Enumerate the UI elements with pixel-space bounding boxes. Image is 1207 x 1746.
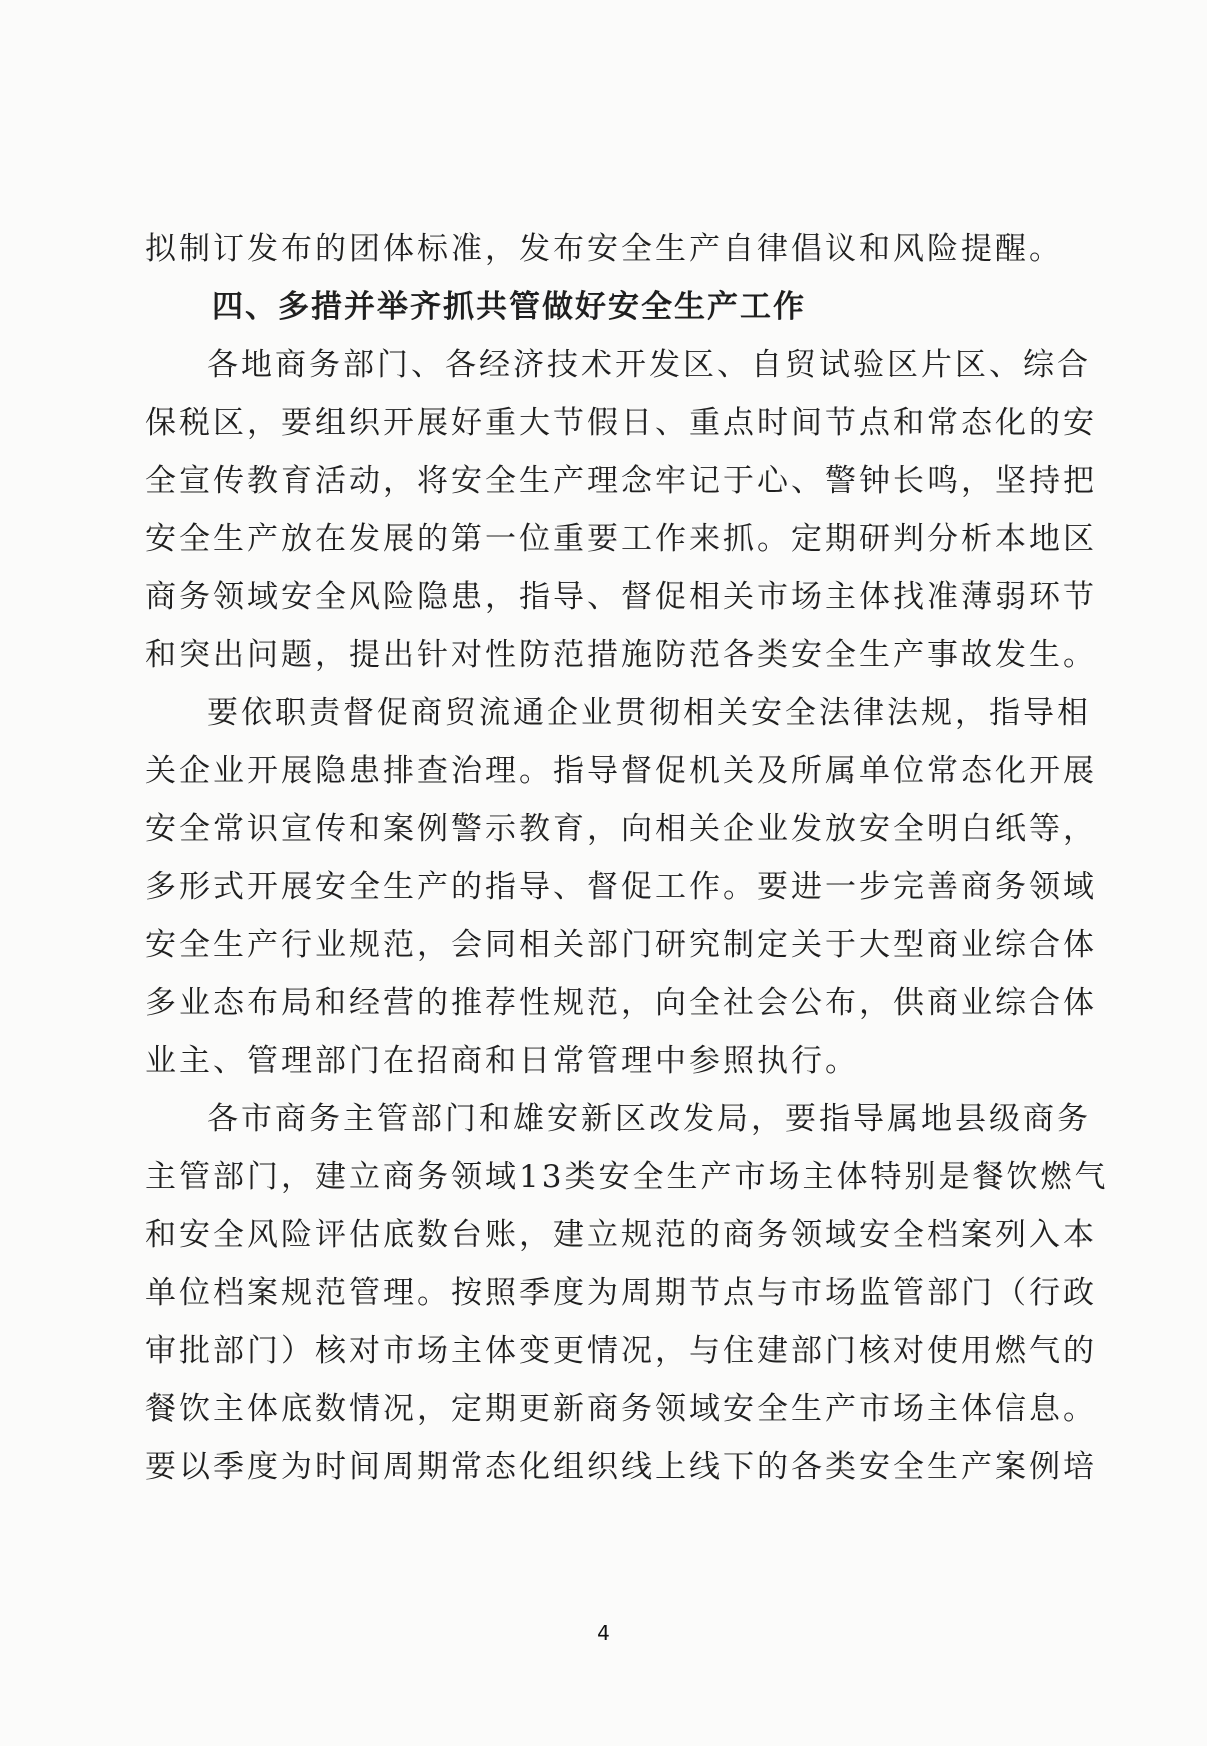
body-line: 要以季度为时间周期常态化组织线上线下的各类安全生产案例培 — [145, 1449, 1097, 1485]
paragraph-first-line: 各市商务主管部门和雄安新区改发局，要指导属地县级商务 — [207, 1101, 1091, 1137]
body-line: 安全常识宣传和案例警示教育，向相关企业发放安全明白纸等， — [145, 811, 1097, 847]
section-heading: 四、多措并举齐抓共管做好安全生产工作 — [212, 289, 806, 325]
body-line: 拟制订发布的团体标准，发布安全生产自律倡议和风险提醒。 — [145, 231, 1063, 267]
body-line: 多形式开展安全生产的指导、督促工作。要进一步完善商务领域 — [145, 869, 1097, 905]
paragraph-first-line: 各地商务部门、各经济技术开发区、自贸试验区片区、综合 — [207, 347, 1091, 383]
body-line: 业主、管理部门在招商和日常管理中参照执行。 — [145, 1043, 859, 1079]
body-line: 审批部门）核对市场主体变更情况，与住建部门核对使用燃气的 — [145, 1333, 1097, 1369]
paragraph-first-line: 要依职责督促商贸流通企业贯彻相关安全法律法规，指导相 — [207, 695, 1091, 731]
page-number: 4 — [597, 1621, 610, 1645]
body-line: 和突出问题，提出针对性防范措施防范各类安全生产事故发生。 — [145, 637, 1097, 673]
body-line: 商务领域安全风险隐患，指导、督促相关市场主体找准薄弱环节 — [145, 579, 1097, 615]
body-line: 安全生产放在发展的第一位重要工作来抓。定期研判分析本地区 — [145, 521, 1097, 557]
document-body — [145, 220, 1109, 1496]
body-line: 安全生产行业规范，会同相关部门研究制定关于大型商业综合体 — [145, 927, 1097, 963]
body-line: 单位档案规范管理。按照季度为周期节点与市场监管部门（行政 — [145, 1275, 1097, 1311]
body-line: 多业态布局和经营的推荐性规范，向全社会公布，供商业综合体 — [145, 985, 1097, 1021]
body-line: 保税区，要组织开展好重大节假日、重点时间节点和常态化的安 — [145, 405, 1097, 441]
body-line: 全宣传教育活动，将安全生产理念牢记于心、警钟长鸣，坚持把 — [145, 463, 1097, 499]
body-line: 和安全风险评估底数台账，建立规范的商务领域安全档案列入本 — [145, 1217, 1097, 1253]
body-line: 关企业开展隐患排查治理。指导督促机关及所属单位常态化开展 — [145, 753, 1097, 789]
body-line: 餐饮主体底数情况，定期更新商务领域安全生产市场主体信息。 — [145, 1391, 1097, 1427]
body-line: 主管部门，建立商务领域13类安全生产市场主体特别是餐饮燃气 — [145, 1159, 1109, 1195]
